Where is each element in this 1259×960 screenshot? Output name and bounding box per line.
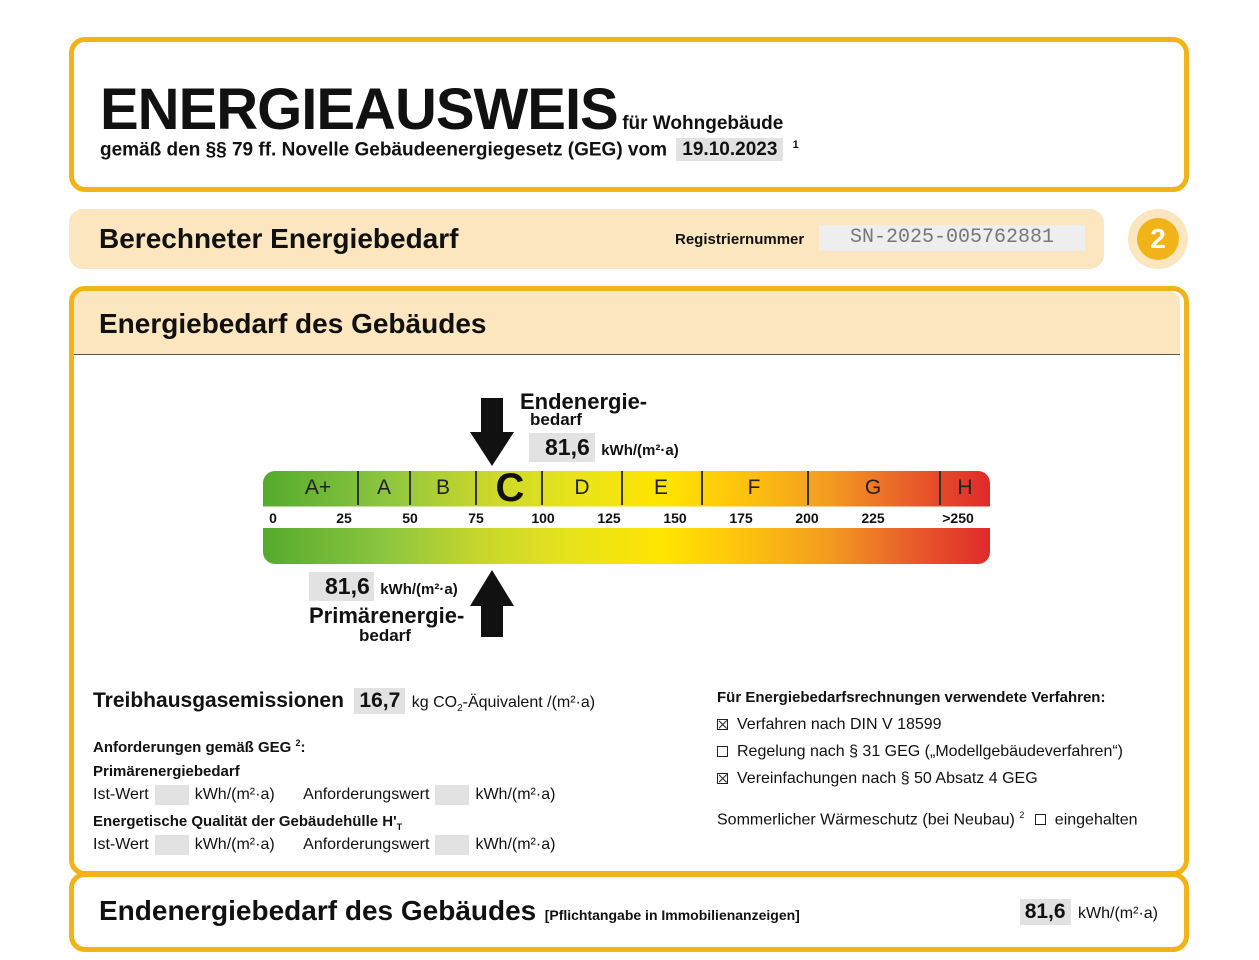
endenergie-label: Endenergie- [520, 389, 648, 414]
class-label-g: G [864, 476, 882, 499]
class-label-a-plus: A+ [304, 476, 332, 499]
anforderungswert-label: Anforderungswert [303, 786, 430, 804]
method-item: Verfahren nach DIN V 18599 [717, 716, 942, 734]
endenergie-unit: kWh/(m²·a) [601, 442, 679, 459]
page-number: 2 [1137, 218, 1179, 260]
class-separator [701, 471, 703, 505]
primaerenergie-label: Primärenergie- [309, 603, 465, 628]
endenergie-value-row [529, 433, 679, 462]
ist-wert-unit: kWh/(m²·a) [194, 786, 275, 804]
summer-protection-row: Sommerlicher Wärmeschutz (bei Neubau) $^2$ eingehalten [717, 810, 1138, 829]
ist-wert-unit: kWh/(m²·a) [194, 836, 275, 854]
emissions-row [93, 688, 595, 714]
scale-tick: 150 [663, 510, 687, 526]
class-label-d: D [574, 476, 590, 499]
scale-tick: 175 [729, 510, 753, 526]
primaer-requirement-row [93, 785, 555, 805]
emissions-label: Treibhausgasemissionen [93, 689, 344, 712]
endenergie-arrow-icon [470, 398, 514, 466]
checkbox-checked-icon [717, 719, 728, 730]
ist-wert-label: Ist-Wert [93, 786, 149, 804]
ist-wert-label: Ist-Wert [93, 836, 149, 854]
page-title: ENERGIEAUSWEIS [100, 77, 618, 142]
primaerenergie-label-2: bedarf [359, 626, 411, 645]
footer-unit: kWh/(m²·a) [1078, 905, 1158, 922]
scale-tick: 75 [468, 510, 484, 526]
footer-title: Endenergiebedarf des Gebäudes [99, 895, 537, 926]
subtitle: gemäß den §§ 79 ff. Novelle Gebäudeenergiegesetz (GEG) vom [100, 139, 668, 161]
methods-title: Für Energiebedarfsrechnungen verwendete Verfahren: [717, 689, 1106, 706]
main-heading: Energiebedarf des Gebäudes [99, 308, 487, 339]
scale-tick: 50 [402, 510, 418, 526]
anforderungswert-field [435, 785, 469, 805]
class-separator [541, 471, 543, 505]
scale-tick: 125 [597, 510, 621, 526]
checkbox-empty-icon [717, 746, 728, 757]
ist-wert-field [155, 785, 189, 805]
scale-tick: >250 [942, 510, 974, 526]
class-separator [939, 471, 941, 505]
class-separator [357, 471, 359, 505]
scale-tick: 25 [336, 510, 352, 526]
class-label-f: F [747, 476, 761, 499]
method-item: Vereinfachungen nach § 50 Absatz 4 GEG [717, 770, 1038, 788]
class-label-c-active: C [495, 466, 525, 510]
primaerenergie-value-row [309, 572, 458, 601]
summer-protection-label: Sommerlicher Wärmeschutz (bei Neubau) [717, 811, 1015, 829]
scale-tick: 0 [269, 510, 277, 526]
footer-value-row [1020, 899, 1158, 925]
footer-note: [Pflichtangabe in Immobilienanzeigen] [544, 907, 800, 923]
primaer-requirement-title: Primärenergiebedarf [93, 763, 240, 780]
class-separator [621, 471, 623, 505]
class-separator [475, 471, 477, 505]
emissions-value: 16,7 [354, 688, 405, 714]
primaerenergie-value: 81,6 [309, 572, 374, 601]
class-label-h: H [957, 476, 973, 499]
anforderungswert-label: Anforderungswert [303, 836, 430, 854]
scale-tick: 100 [531, 510, 555, 526]
anforderungswert-field [435, 835, 469, 855]
page-title-suffix: für Wohngebäude [622, 113, 784, 134]
hull-requirement-row [93, 835, 555, 855]
registration-label: Registriernummer [675, 231, 805, 248]
footer-value: 81,6 [1020, 899, 1071, 925]
ist-wert-field [155, 835, 189, 855]
emissions-unit: kg $CO_2$-Äquivalent /(m²·a) [411, 694, 596, 715]
method-item: Regelung nach § 31 GEG („Modellgebäudeverfahren“) [717, 743, 1123, 761]
class-label-b: B [435, 476, 451, 499]
class-separator [807, 471, 809, 505]
hull-requirement-title: Energetische Qualität der Gebäudehülle $H'_T$ [93, 813, 403, 832]
section-title: Berechneter Energiebedarf [99, 223, 459, 254]
scale-tick: 225 [861, 510, 885, 526]
anforderungswert-unit: kWh/(m²·a) [475, 786, 556, 804]
footer-box [69, 872, 1189, 952]
checkbox-empty-icon [1035, 814, 1046, 825]
requirements-title: Anforderungen gemäß GEG $^2$: [93, 738, 306, 756]
summer-protection-option: eingehalten [1054, 811, 1138, 829]
class-label-e: E [653, 476, 669, 499]
anforderungswert-unit: kWh/(m²·a) [475, 836, 556, 854]
checkbox-checked-icon [717, 773, 728, 784]
date-field: 19.10.2023 [676, 138, 783, 161]
scale-tick: 200 [795, 510, 819, 526]
registration-number: SN-2025-005762881 [819, 225, 1085, 251]
footer-title-row [99, 895, 800, 927]
primaerenergie-unit: kWh/(m²·a) [380, 581, 458, 598]
endenergie-label-2: bedarf [530, 410, 582, 429]
primaerenergie-arrow-icon [470, 570, 514, 637]
class-separator [409, 471, 411, 505]
endenergie-value: 81,6 [529, 433, 595, 462]
footnote-marker: 1 [792, 139, 799, 151]
class-label-a: A [376, 476, 392, 499]
